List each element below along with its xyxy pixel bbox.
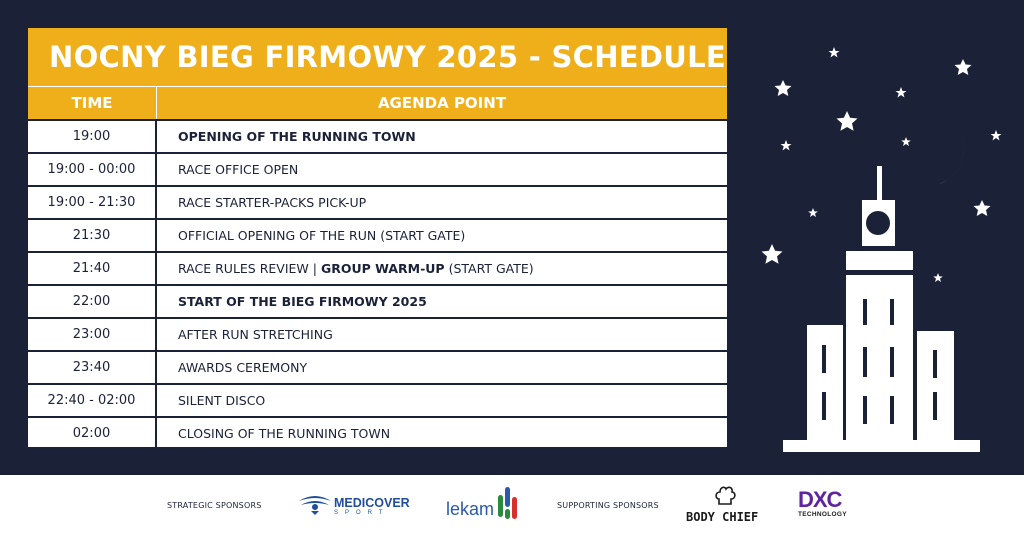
- table-row: [28, 185, 727, 218]
- agenda-cell: START OF THE BIEG FIRMOWY 2025: [178, 294, 427, 309]
- time-cell: 22:40 - 02:00: [28, 385, 157, 416]
- dxc-sub-wordmark: TECHNOLOGY: [798, 511, 847, 518]
- agenda-cell: RACE STARTER-PACKS PICK-UP: [178, 195, 367, 210]
- agenda-cell: [157, 253, 727, 284]
- star-icon: [837, 111, 858, 131]
- time-cell: 21:30: [28, 220, 157, 251]
- time-column-header: TIME: [28, 87, 157, 119]
- lekam-logo[interactable]: [446, 487, 522, 525]
- star-icon: [991, 130, 1002, 141]
- table-row: [28, 383, 727, 416]
- table-row: [28, 251, 727, 284]
- agenda-cell: OFFICIAL OPENING OF THE RUN (START GATE): [178, 228, 466, 243]
- medicover-sport-logo[interactable]: [297, 491, 412, 521]
- stars: [762, 47, 1002, 282]
- table-header: [28, 86, 727, 119]
- strategic-sponsors-label: STRATEGIC SPONSORS: [167, 501, 262, 510]
- table-row: [28, 119, 727, 152]
- star-icon: [896, 87, 907, 98]
- star-icon: [762, 244, 783, 264]
- star-icon: [901, 137, 911, 146]
- time-cell: 23:00: [28, 319, 157, 350]
- lekam-wordmark: lekam: [446, 499, 495, 519]
- table-row: [28, 218, 727, 251]
- agenda-cell: AFTER RUN STRETCHING: [178, 327, 333, 342]
- star-icon: [775, 80, 792, 96]
- table-row: [28, 416, 727, 449]
- time-cell: 19:00 - 21:30: [28, 187, 157, 218]
- time-cell: 21:40: [28, 253, 157, 284]
- agenda-text-bold-part: GROUP WARM-UP: [320, 261, 445, 276]
- agenda-text-part: RACE RULES REVIEW |: [178, 261, 321, 276]
- medicover-mark-icon: [297, 493, 333, 515]
- star-icon: [974, 200, 991, 216]
- agenda-cell: SILENT DISCO: [178, 393, 266, 408]
- schedule-table: [27, 27, 728, 448]
- body-chief-logo[interactable]: [686, 483, 762, 529]
- table-row: [28, 317, 727, 350]
- dxc-technology-logo[interactable]: [798, 487, 860, 523]
- star-icon: [933, 273, 943, 282]
- star-icon: [829, 47, 840, 58]
- agenda-cell: CLOSING OF THE RUNNING TOWN: [178, 426, 391, 441]
- schedule-title: NOCNY BIEG FIRMOWY 2025 - SCHEDULE: [49, 40, 727, 74]
- star-icon: [781, 140, 792, 151]
- supporting-sponsors-label: SUPPORTING SPONSORS: [557, 501, 659, 510]
- time-cell: 23:40: [28, 352, 157, 383]
- time-cell: 22:00: [28, 286, 157, 317]
- medicover-wordmark: MEDICOVER: [334, 496, 410, 510]
- time-cell: 19:00: [28, 121, 157, 152]
- agenda-cell: RACE OFFICE OPEN: [178, 162, 299, 177]
- title-bar: [28, 28, 727, 86]
- palace-building-icon: [783, 166, 980, 452]
- moon-icon: [903, 120, 964, 186]
- table-row: [28, 152, 727, 185]
- star-icon: [955, 59, 972, 75]
- time-cell: 02:00: [28, 418, 157, 449]
- agenda-text-part: (START GATE): [444, 261, 534, 276]
- body-chief-wordmark: BODY CHIEF: [686, 510, 759, 524]
- table-body: [28, 119, 727, 449]
- agenda-cell: OPENING OF THE RUNNING TOWN: [178, 129, 416, 144]
- dxc-wordmark: DXC: [798, 487, 842, 512]
- lekam-bars-icon: [497, 487, 519, 521]
- table-row: [28, 350, 727, 383]
- agenda-cell: AWARDS CEREMONY: [178, 360, 308, 375]
- table-row: [28, 284, 727, 317]
- sponsors-footer: [0, 475, 1024, 536]
- agenda-column-header: AGENDA POINT: [377, 94, 507, 112]
- time-cell: 19:00 - 00:00: [28, 154, 157, 185]
- star-icon: [808, 208, 818, 217]
- chef-hat-icon: [714, 485, 736, 507]
- medicover-sub-wordmark: SPORT: [334, 510, 390, 516]
